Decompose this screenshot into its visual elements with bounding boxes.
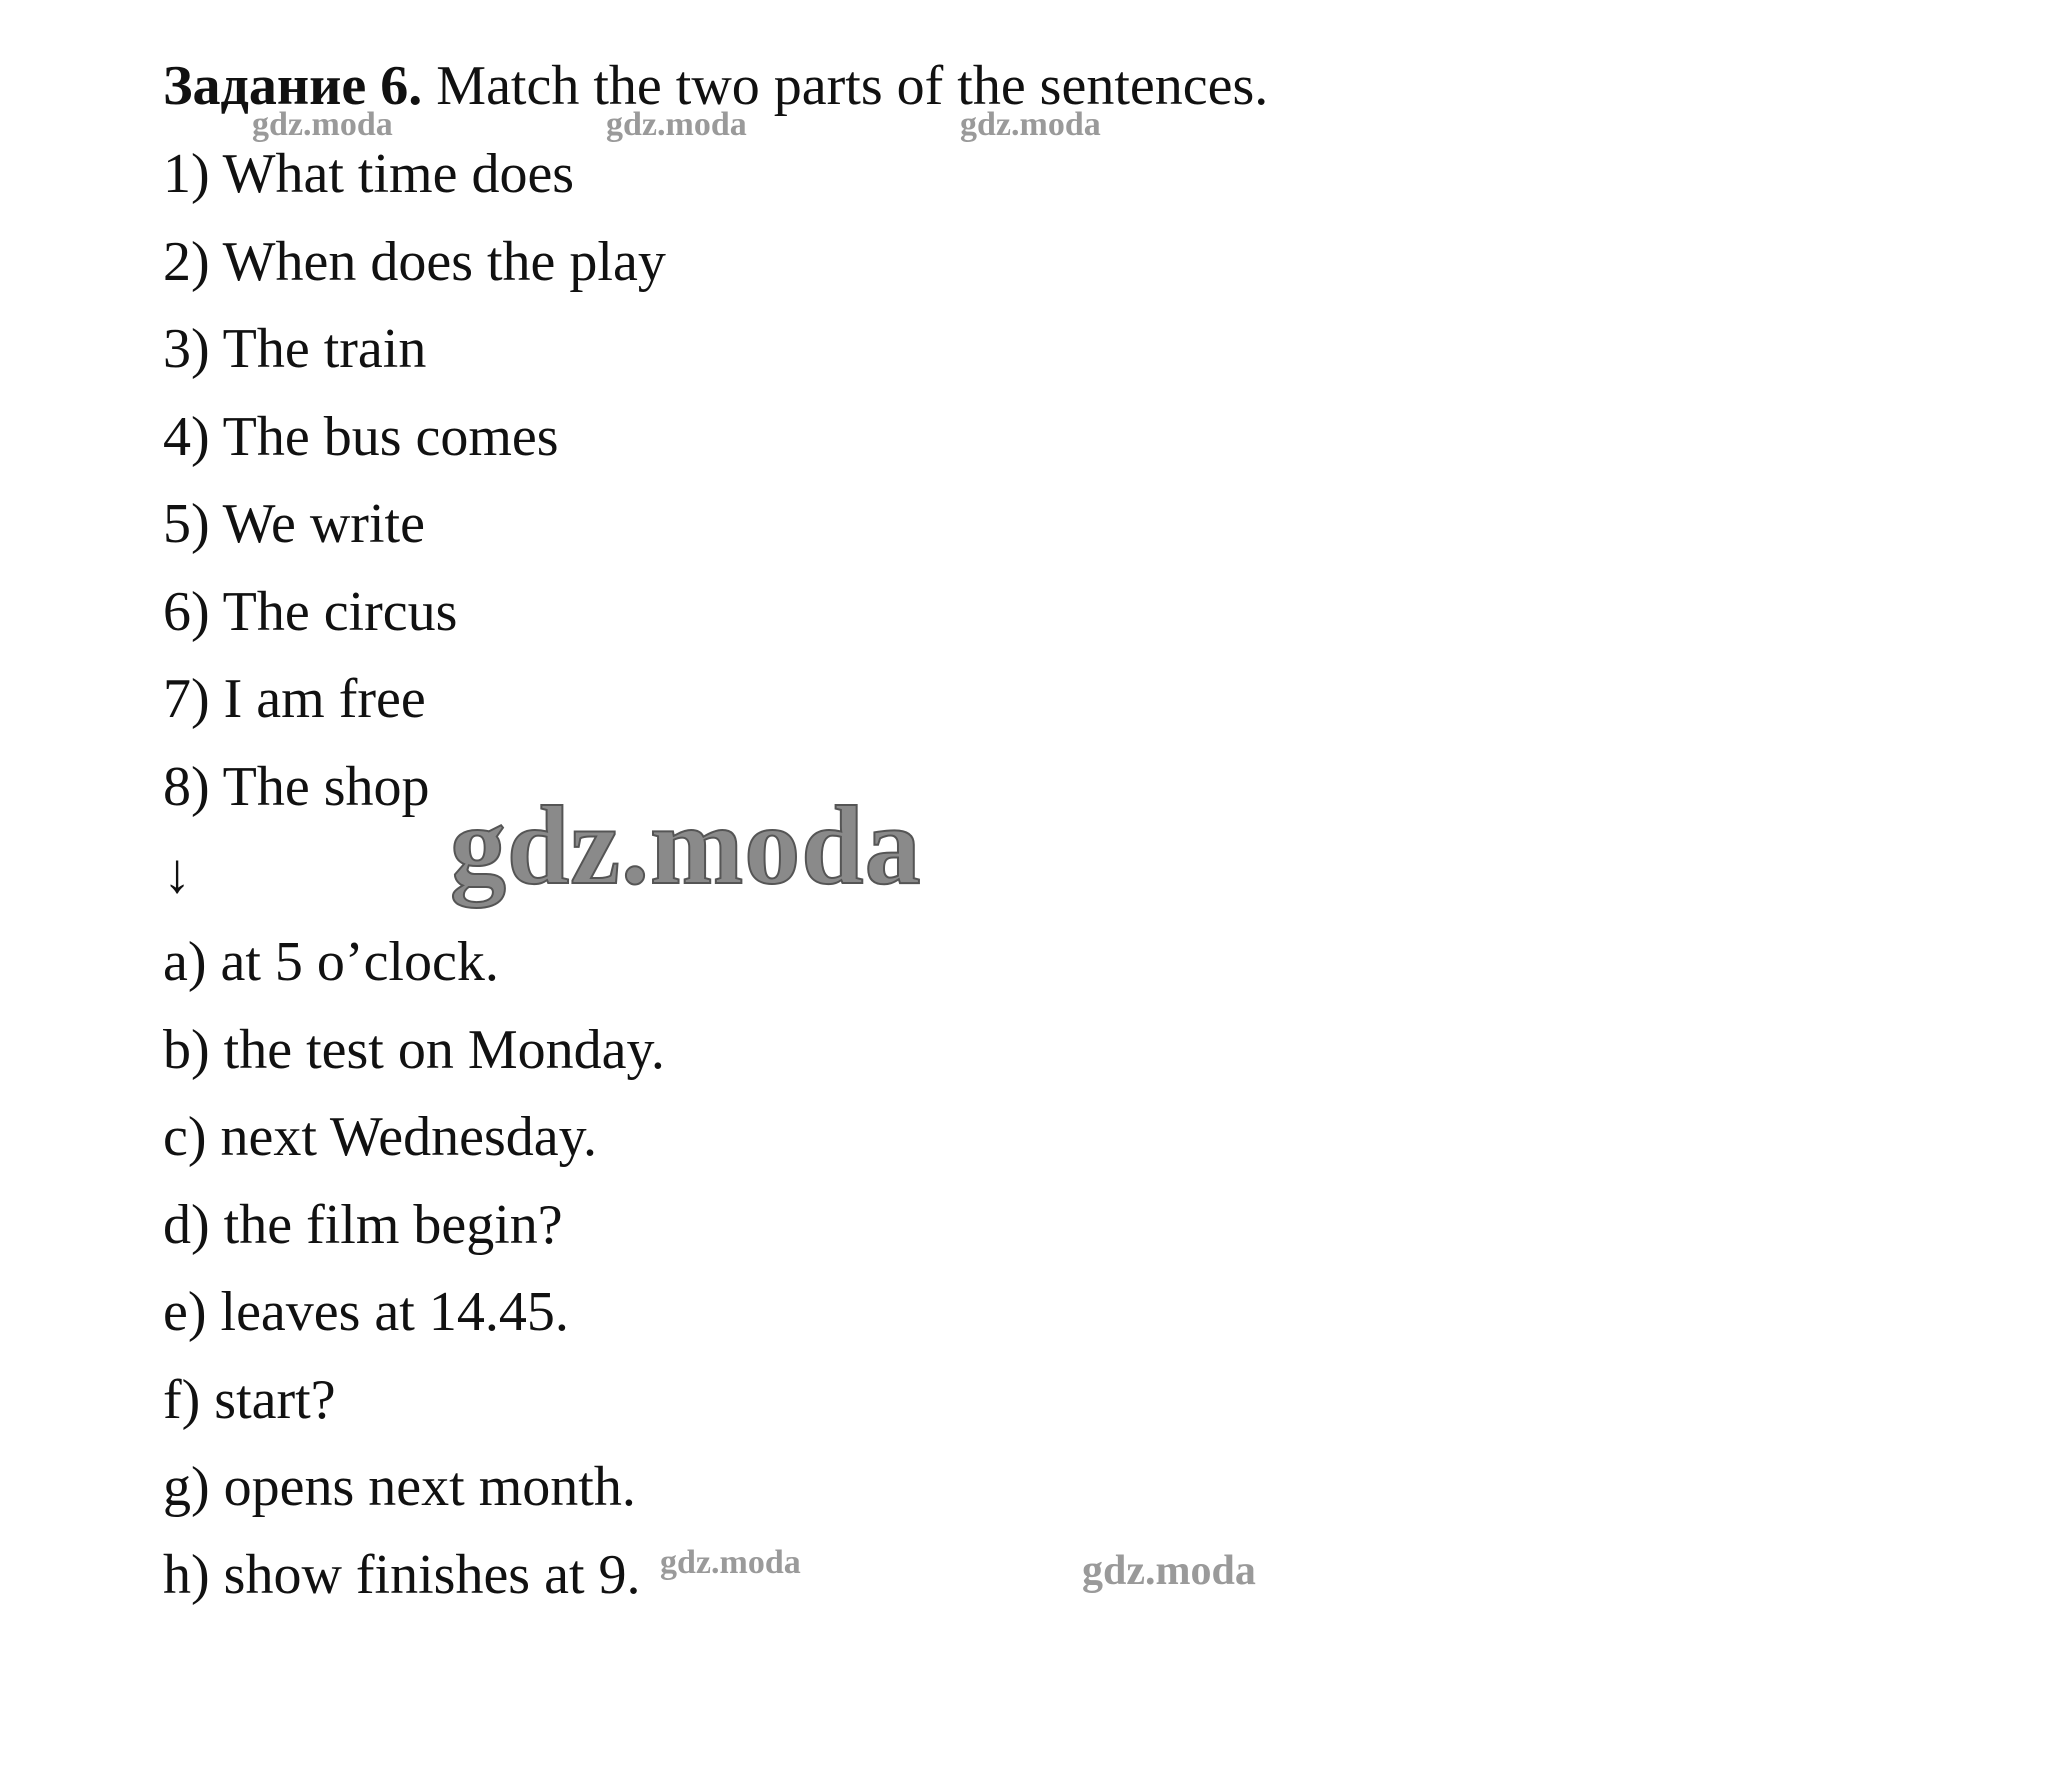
task-instruction: Match the two parts of the sentences. [436, 55, 1269, 117]
first-part-item: 5) We write [163, 493, 425, 555]
second-part-item: e) leaves at 14.45. [163, 1281, 569, 1343]
second-part-item: b) the test on Monday. [163, 1019, 665, 1081]
watermark: gdz.moda [1082, 1548, 1256, 1594]
watermark: gdz.moda [660, 1544, 801, 1581]
second-part-item: g) opens next month. [163, 1456, 636, 1518]
first-part-item: 8) The shop [163, 756, 430, 818]
first-part-item: 3) The train [163, 318, 427, 380]
second-part-item: h) show finishes at 9. [163, 1544, 641, 1606]
second-part-item: f) start? [163, 1369, 336, 1431]
second-part-item: d) the film begin? [163, 1194, 563, 1256]
second-part-item: c) next Wednesday. [163, 1106, 597, 1168]
watermark-large: gdz.moda [450, 784, 922, 908]
watermark: gdz.moda [606, 106, 747, 143]
first-part-item: 1) What time does [163, 143, 575, 205]
first-part-item: 7) I am free [163, 668, 426, 730]
watermark: gdz.moda [252, 106, 393, 143]
watermark: gdz.moda [960, 106, 1101, 143]
task-label: Задание 6. [163, 55, 423, 117]
first-part-item: 6) The circus [163, 581, 458, 643]
down-arrow-icon: ↓ [163, 843, 191, 905]
second-part-item: a) at 5 o’clock. [163, 931, 499, 993]
first-part-item: 4) The bus comes [163, 406, 559, 468]
first-part-item: 2) When does the play [163, 231, 666, 293]
